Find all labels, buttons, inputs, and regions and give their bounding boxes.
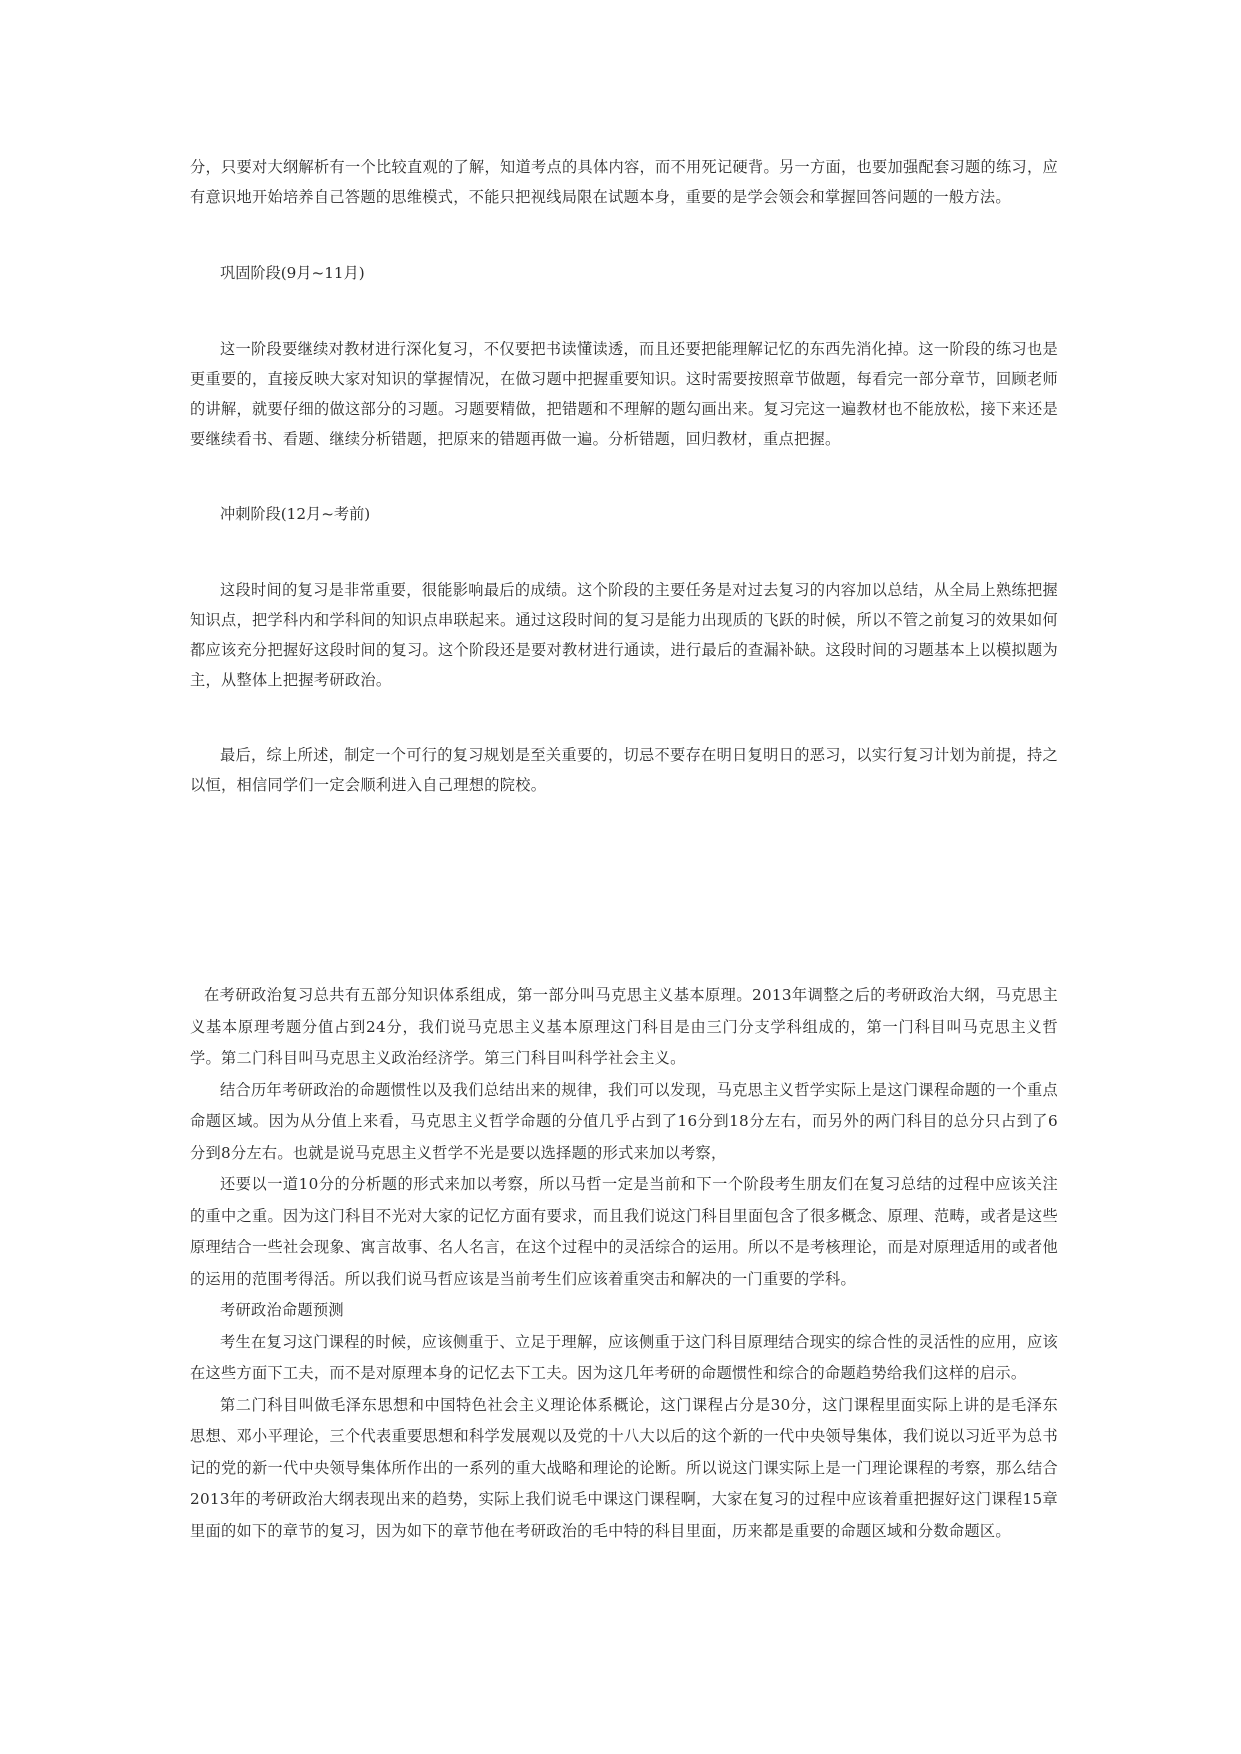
paragraph-gap [190,695,1058,740]
paragraph-analysis-question: 还要以一道10分的分析题的形式来加以考察，所以马哲一定是当前和下一个阶段考生朋友们在复习总结的过程中应该关注的重中之重。因为这门科目不光对大家的记忆方面有要求，而且我们说这门科目里面包含了很多概念、原理、范畴，或者是这些原理结合一些社会现象、寓言故事、名人名言，在这个过程中的灵活综合的运用。所以不是考核理论，而是对原理适用的或者他的运用的范围考得活。所以我们说马哲应该是当前考生们应该着重突击和解决的一门重要的学科。 [190,1175,1058,1288]
paragraph-gap [190,529,1058,575]
paragraph-syllabus-review: 分，只要对大纲解析有一个比较直观的了解，知道考点的具体内容，而不用死记硬背。另一方面，也要加强配套习题的练习，应有意识地开始培养自己答题的思维模式，不能只把视线局限在试题本身，重要的是学会领会和掌握回答问题的一般方法。 [190,158,1058,206]
paragraph-philosophy-focus: 结合历年考研政治的命题惯性以及我们总结出来的规律，我们可以发现，马克思主义哲学实际上是这门课程命题的一个重点命题区域。因为从分值上来看，马克思主义哲学命题的分值几乎占到了16分到18分左右，而另外的两门科目的总分只占到了6分到8分左右。也就是说马克思主义哲学不光是要以选择题的形式来加以考察， [190,1080,1058,1162]
paragraph-knowledge-system: 在考研政治复习总共有五部分知识体系组成，第一部分叫马克思主义基本原理。2013年调整之后的考研政治大纲，马克思主义基本原理考题分值占到24分，我们说马克思主义基本原理这门科目是由三门分支学科组成的，第一门科目叫马克思主义哲学。第二门科目叫马克思主义政治经济学。第三门科目叫科学社会主义。 [190,986,1058,1067]
paragraph-sprint: 这段时间的复习是非常重要，很能影响最后的成绩。这个阶段的主要任务是对过去复习的内容加以总结，从全局上熟练把握知识点，把学科内和学科间的知识点串联起来。通过这段时间的复习是能力出现质的飞跃的时候，所以不管之前复习的效果如何都应该充分把握好这段时间的复习。这个阶段还是要对教材进行通读，进行最后的查漏补缺。这段时间的习题基本上以模拟题为主，从整体上把握考研政治。 [190,581,1058,689]
study-plan-section [190,152,1058,800]
heading-consolidation-stage: 巩固阶段(9月~11月) [220,264,365,282]
paragraph-mao-theory: 第二门科目叫做毛泽东思想和中国特色社会主义理论体系概论，这门课程占分是30分，这门课程里面实际上讲的是毛泽东思想、邓小平理论，三个代表重要思想和科学发展观以及党的十八大以后的这个新的一代中央领导集体，我们说以习近平为总书记的党的新一代中央领导集体所作出的一系列的重大战略和理论的论断。所以说这门课实际上是一门理论课程的考察，那么结合2013年的考研政治大纲表现出来的趋势，实际上我们说毛中课这门课程啊，大家在复习的过程中应该着重把握好这门课程15章里面的如下的章节的复习，因为如下的章节他在考研政治的毛中特的科目里面，历来都是重要的命题区域和分数命题区。 [190,1395,1058,1540]
heading-sprint-stage: 冲刺阶段(12月~考前) [220,505,371,523]
paragraph-consolidation: 这一阶段要继续对教材进行深化复习，不仅要把书读懂读透，而且还要把能理解记忆的东西先消化掉。这一阶段的练习也是更重要的，直接反映大家对知识的掌握情况，在做习题中把握重要知识。这时需要按照章节做题，每看完一部分章节，回顾老师的讲解，就要仔细的做这部分的习题。习题要精做，把错题和不理解的题勾画出来。复习完这一遍教材也不能放松，接下来还是要继续看书、看题、继续分析错题，把原来的错题再做一遍。分析错题，回归教材，重点把握。 [190,340,1058,448]
politics-exam-section [190,980,1058,1547]
paragraph-gap [190,212,1058,258]
paragraph-conclusion: 最后，综上所述，制定一个可行的复习规划是至关重要的，切忌不要存在明日复明日的恶习，以实行复习计划为前提，持之以恒，相信同学们一定会顺利进入自己理想的院校。 [190,746,1058,794]
paragraph-gap [190,288,1058,334]
paragraph-understanding: 考生在复习这门课程的时候，应该侧重于、立足于理解，应该侧重于这门科目原理结合现实的综合性的灵活性的应用，应该在这些方面下工夫，而不是对原理本身的记忆去下工夫。因为这几年考研的命题惯性和综合的命题趋势给我们这样的启示。 [190,1332,1058,1382]
paragraph-gap [190,454,1058,499]
heading-exam-prediction: 考研政治命题预测 [220,1301,344,1319]
